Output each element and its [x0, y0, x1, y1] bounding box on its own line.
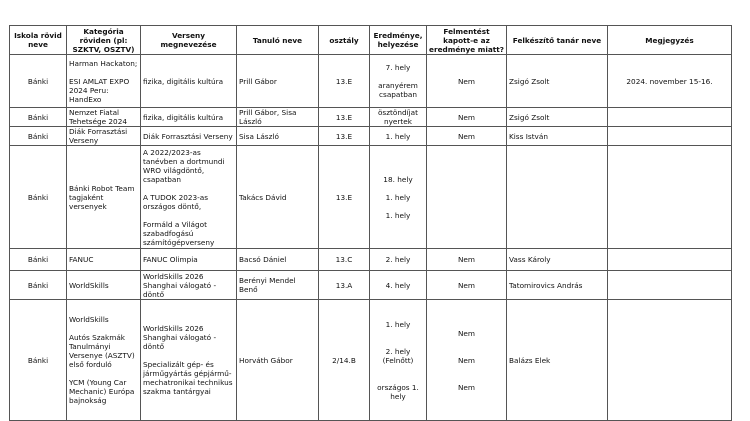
header-student[interactable]: [237, 26, 319, 55]
class-text: 13.E: [335, 76, 353, 86]
teacher-text: Felkészítő tanár neve: [512, 35, 602, 45]
result-text: 7. hely aranyérem csapatban: [378, 63, 418, 99]
cell-category[interactable]: [67, 146, 141, 249]
cell-teacher[interactable]: [507, 55, 608, 108]
cell-competition[interactable]: [141, 108, 237, 127]
cell-result[interactable]: [370, 271, 427, 300]
table-row: [10, 108, 732, 127]
cell-school[interactable]: [10, 300, 67, 421]
cell-school[interactable]: [10, 146, 67, 249]
table-row: [10, 55, 732, 108]
cell-note[interactable]: [608, 271, 732, 300]
result-text: 18. hely 1. hely 1. hely: [383, 174, 413, 220]
category-text: Diák Forrasztási Verseny: [69, 127, 128, 145]
teacher-text: Zsigó Zsolt: [509, 112, 550, 122]
cell-competition[interactable]: [141, 146, 237, 249]
note-text: [608, 300, 731, 420]
cell-exemption[interactable]: [427, 300, 507, 421]
header-teacher[interactable]: [507, 26, 608, 55]
cell-teacher[interactable]: [507, 300, 608, 421]
cell-exemption[interactable]: [427, 55, 507, 108]
cell-result[interactable]: [370, 127, 427, 146]
header-note[interactable]: [608, 26, 732, 55]
cell-category[interactable]: [67, 249, 141, 271]
header-competition[interactable]: [141, 26, 237, 55]
cell-school[interactable]: [10, 55, 67, 108]
cell-student[interactable]: [237, 55, 319, 108]
cell-teacher[interactable]: [507, 271, 608, 300]
cell-class[interactable]: [319, 249, 370, 271]
exemption-text: Nem: [457, 76, 476, 86]
cell-school[interactable]: [10, 271, 67, 300]
header-row: [10, 26, 732, 55]
cell-teacher[interactable]: [507, 127, 608, 146]
cell-student[interactable]: [237, 127, 319, 146]
cell-category[interactable]: [67, 127, 141, 146]
result-text: 1. hely: [385, 131, 411, 141]
category-text: Bánki Robot Team tagjaként versenyek: [69, 183, 135, 211]
exemption-text: Nem: [457, 131, 476, 141]
cell-exemption[interactable]: [427, 271, 507, 300]
student-text: Horváth Gábor: [239, 355, 293, 365]
cell-class[interactable]: [319, 271, 370, 300]
teacher-text: Balázs Elek: [509, 355, 551, 365]
exemption-text: Nem: [457, 112, 476, 122]
school-text: Bánki: [27, 280, 49, 290]
cell-student[interactable]: [237, 271, 319, 300]
category-text: Harman Hackaton; ESI AMLAT EXPO 2024 Peru: HandExo: [69, 58, 138, 104]
result-text: 4. hely: [385, 280, 411, 290]
table-row: [10, 146, 732, 249]
competition-text: fizika, digitális kultúra: [143, 112, 224, 122]
teacher-text: Zsigó Zsolt: [509, 76, 550, 86]
cell-class[interactable]: [319, 127, 370, 146]
cell-result[interactable]: [370, 108, 427, 127]
cell-note[interactable]: [608, 249, 732, 271]
competition-text: Diák Forrasztási Verseny: [143, 131, 233, 141]
cell-note[interactable]: [608, 108, 732, 127]
cell-class[interactable]: [319, 146, 370, 249]
cell-teacher[interactable]: [507, 249, 608, 271]
school-text: Iskola rövid neve: [14, 31, 62, 49]
cell-student[interactable]: [237, 249, 319, 271]
cell-result[interactable]: [370, 249, 427, 271]
category-text: WorldSkills: [69, 280, 109, 290]
category-text: FANUC: [69, 255, 94, 264]
exemption-text: [427, 146, 506, 248]
student-text: Sisa László: [239, 131, 279, 141]
cell-student[interactable]: [237, 146, 319, 249]
cell-result[interactable]: [370, 300, 427, 421]
exemption-text: Felmentést kapott-e az eredménye miatt?: [429, 26, 504, 54]
school-text: Bánki: [27, 76, 49, 86]
header-category[interactable]: [67, 26, 141, 55]
header-exemption[interactable]: [427, 26, 507, 55]
class-text: 13.A: [335, 280, 353, 290]
cell-exemption[interactable]: [427, 146, 507, 249]
result-text: 2. hely: [385, 255, 411, 264]
cell-category[interactable]: [67, 108, 141, 127]
student-text: Takács Dávid: [239, 192, 287, 202]
cell-competition[interactable]: [141, 271, 237, 300]
cell-note[interactable]: [608, 146, 732, 249]
student-text: Prill Gábor: [239, 76, 277, 86]
cell-competition[interactable]: [141, 127, 237, 146]
class-text: 13.C: [335, 255, 353, 264]
note-text: [608, 146, 731, 248]
class-text: osztály: [329, 35, 359, 45]
cell-teacher[interactable]: [507, 108, 608, 127]
cell-teacher[interactable]: [507, 146, 608, 249]
student-text: Bacsó Dániel: [239, 255, 287, 264]
cell-note[interactable]: [608, 300, 732, 421]
school-text: Bánki: [27, 192, 49, 202]
cell-school[interactable]: [10, 249, 67, 271]
exemption-text: Nem Nem Nem: [457, 328, 476, 392]
competition-text: WorldSkills 2026 Shanghai válogató - döntő Specializált gép- és járműgyártás gépjármű-mechatronikai technikus szakma tantárgyai: [143, 324, 233, 396]
student-text: Berényi Mendel Benő: [239, 276, 296, 294]
class-text: 2/14.B: [332, 355, 356, 365]
cell-school[interactable]: [10, 127, 67, 146]
student-text: Prill Gábor, Sisa László: [239, 108, 297, 126]
exemption-text: Nem: [457, 280, 476, 290]
note-text: Megjegyzés: [645, 35, 694, 45]
cell-note[interactable]: [608, 127, 732, 146]
competition-results-table: [9, 25, 732, 421]
school-text: Bánki: [27, 112, 49, 122]
cell-exemption[interactable]: [427, 108, 507, 127]
header-class[interactable]: [319, 26, 370, 55]
cell-class[interactable]: [319, 55, 370, 108]
school-text: Bánki: [27, 355, 49, 365]
cell-category[interactable]: [67, 271, 141, 300]
student-text: Tanuló neve: [252, 35, 303, 45]
cell-student[interactable]: [237, 108, 319, 127]
competition-text: A 2022/2023-as tanévben a dortmundi WRO világdöntő, csapatban A TUDOK 2023-as országos döntő, Formáld a Világot szabadfogású számítógépverseny: [143, 147, 225, 247]
cell-class[interactable]: [319, 108, 370, 127]
cell-competition[interactable]: [141, 249, 237, 271]
note-text: 2024. november 15-16.: [626, 76, 713, 86]
cell-class[interactable]: [319, 300, 370, 421]
exemption-text: Nem: [457, 255, 476, 264]
cell-school[interactable]: [10, 108, 67, 127]
table-row: [10, 300, 732, 421]
cell-result[interactable]: [370, 146, 427, 249]
header-school[interactable]: [10, 26, 67, 55]
note-text: [608, 271, 731, 299]
cell-category[interactable]: [67, 300, 141, 421]
class-text: 13.E: [335, 112, 353, 122]
cell-competition[interactable]: [141, 300, 237, 421]
table-row: [10, 127, 732, 146]
header-result[interactable]: [370, 26, 427, 55]
competition-text: FANUC Olimpia: [143, 255, 198, 264]
note-text: [608, 127, 731, 145]
teacher-text: [507, 146, 607, 248]
table-row: [10, 249, 732, 271]
cell-note[interactable]: [608, 55, 732, 108]
cell-competition[interactable]: [141, 55, 237, 108]
category-text: Kategória röviden (pl: SZKTV, OSZTV): [72, 26, 135, 54]
competition-text: Verseny megnevezése: [160, 31, 217, 49]
cell-exemption[interactable]: [427, 249, 507, 271]
result-text: 1. hely 2. hely (Felnőtt) országos 1. hely: [377, 319, 419, 401]
teacher-text: Tatomirovics András: [509, 280, 583, 290]
competition-text: WorldSkills 2026 Shanghai válogató - döntő: [143, 271, 217, 299]
class-text: 13.E: [335, 131, 353, 141]
cell-exemption[interactable]: [427, 127, 507, 146]
result-text: Eredménye, helyezése: [373, 31, 423, 49]
competition-text: fizika, digitális kultúra: [143, 76, 224, 86]
teacher-text: Vass Károly: [509, 255, 551, 264]
school-text: Bánki: [27, 255, 49, 264]
result-text: ösztöndíjat nyertek: [377, 108, 419, 126]
table-row: [10, 271, 732, 300]
school-text: Bánki: [27, 131, 49, 141]
category-text: WorldSkills Autós Szakmák Tanulmányi Versenye (ASZTV) első forduló YCM (Young Car Mechanic) Európa bajnokság: [69, 315, 135, 405]
category-text: Nemzet Fiatal Tehetsége 2024: [69, 108, 127, 126]
teacher-text: Kiss István: [509, 131, 548, 141]
cell-category[interactable]: [67, 55, 141, 108]
class-text: 13.E: [335, 192, 353, 202]
cell-student[interactable]: [237, 300, 319, 421]
note-text: [608, 108, 731, 126]
cell-result[interactable]: [370, 55, 427, 108]
note-text: [608, 249, 731, 270]
